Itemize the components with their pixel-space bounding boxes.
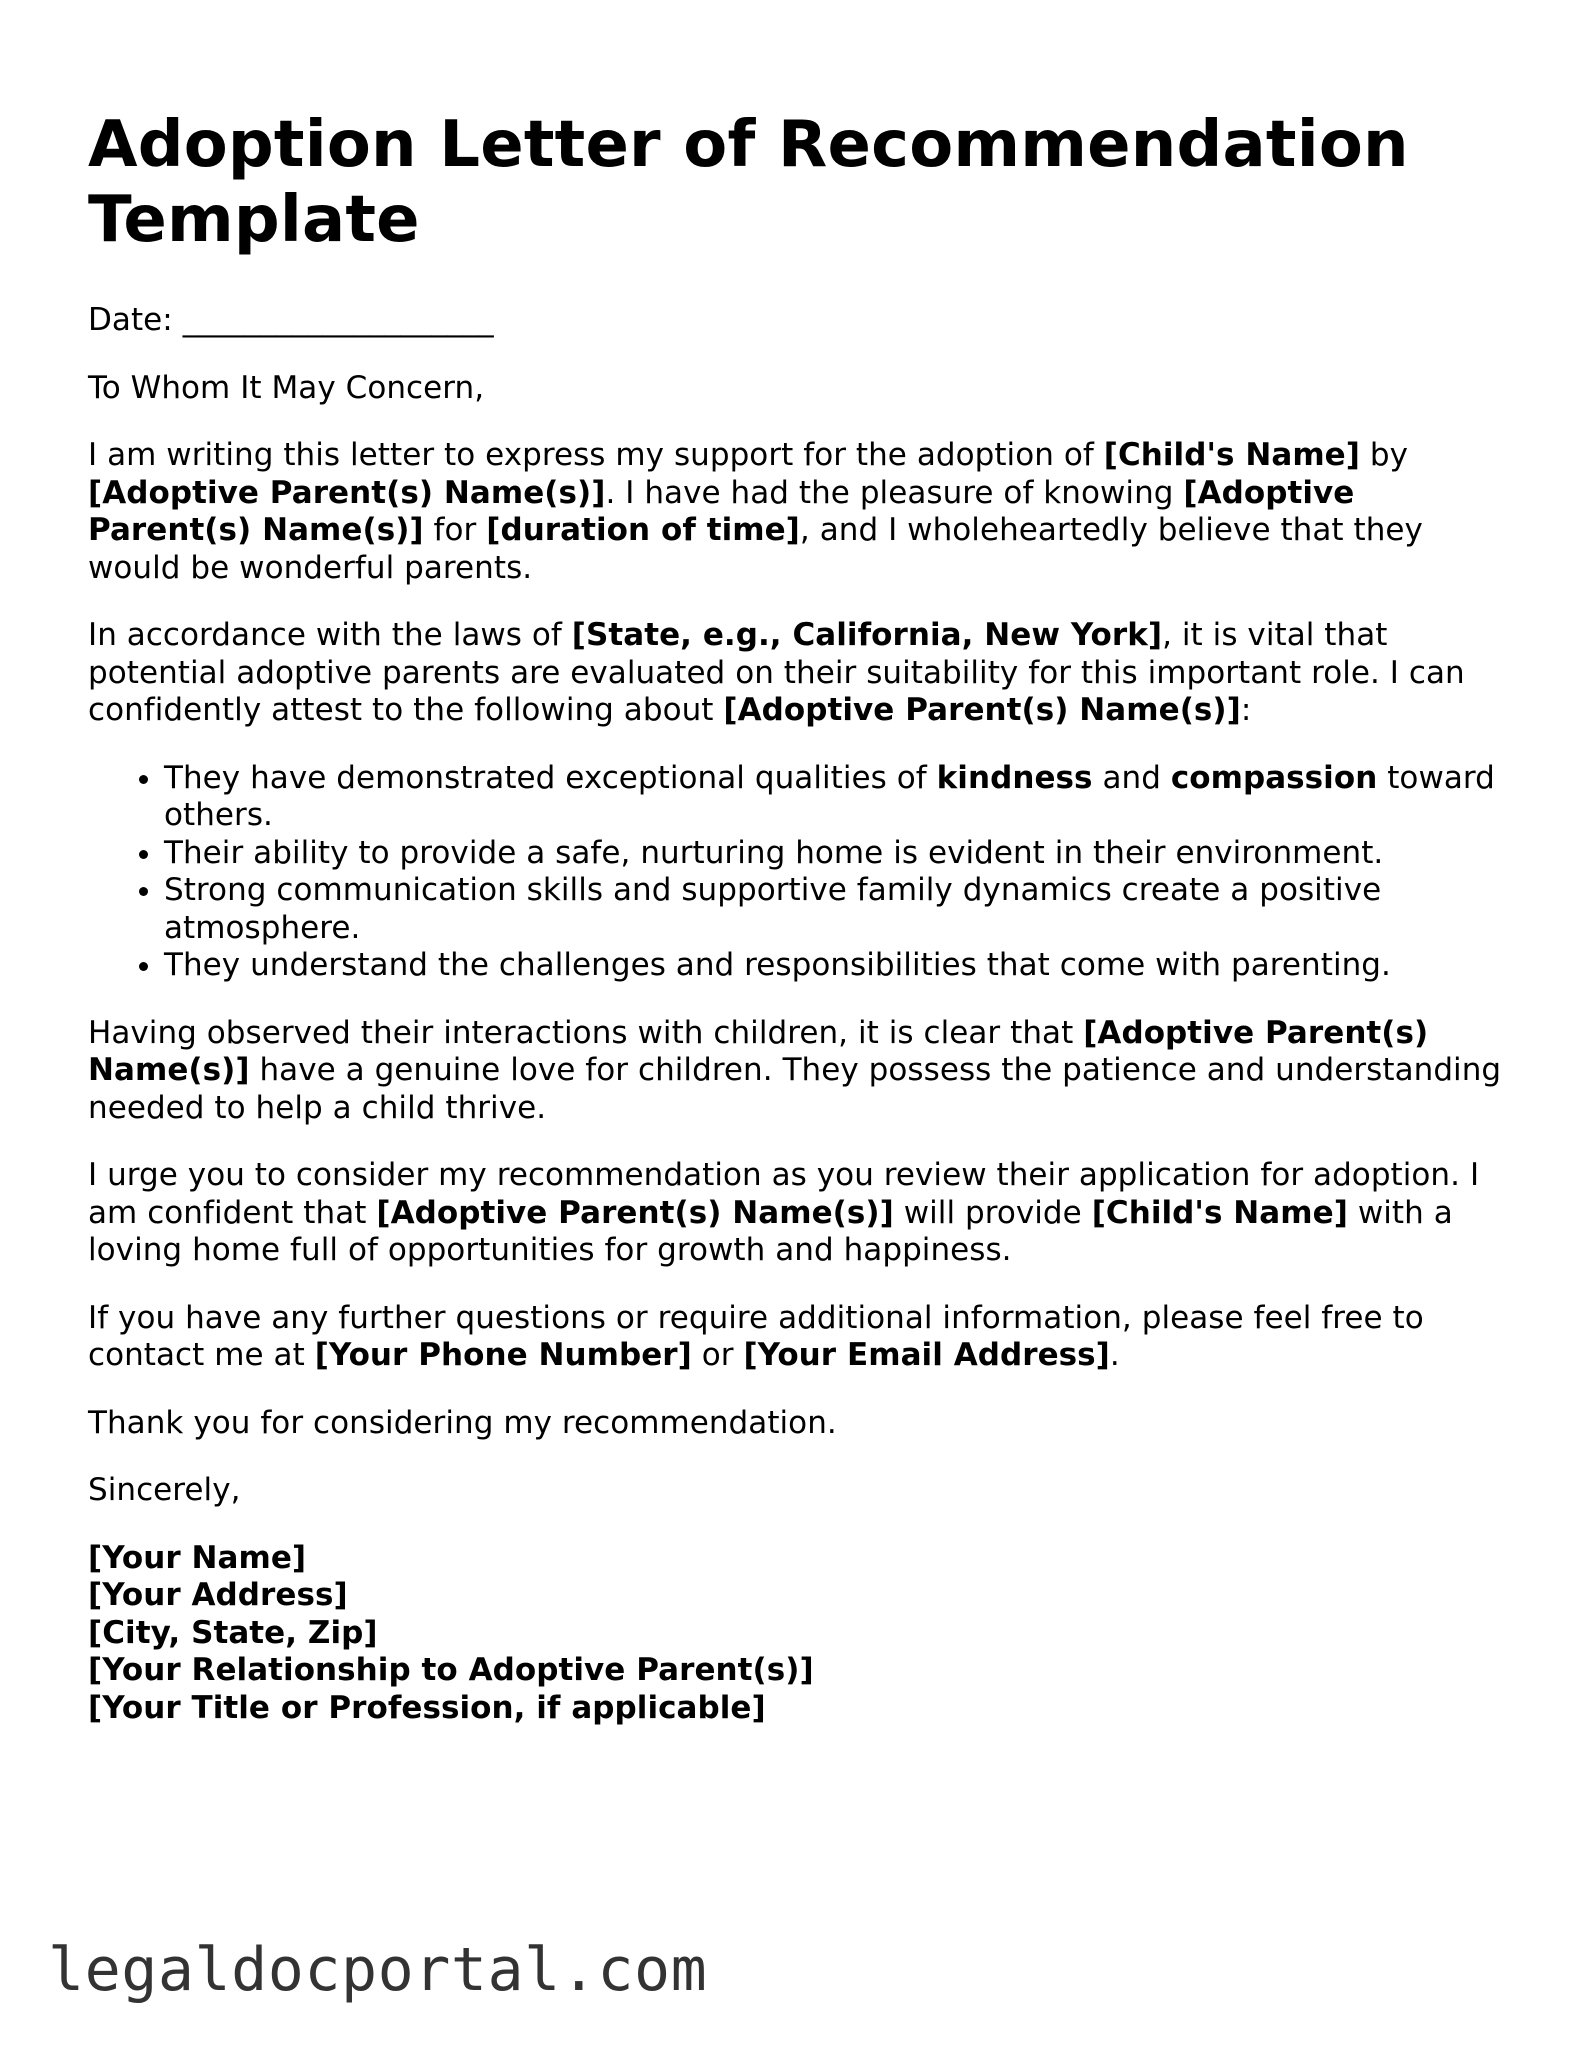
signature-title: [Your Title or Profession, if applicable] bbox=[88, 1689, 766, 1726]
letter-body bbox=[88, 302, 1508, 1727]
signature-relationship: [Your Relationship to Adoptive Parent(s)] bbox=[88, 1652, 814, 1688]
signature-address: [Your Address] bbox=[88, 1577, 348, 1613]
placeholder-child-name: [Child's Name] bbox=[1103, 437, 1360, 473]
list-item: • They have demonstrated exceptional qualities of kindness and compassion toward others. bbox=[164, 760, 1508, 835]
paragraph-observations: Having observed their interactions with children, it is clear that [Adoptive Parent(s) Name(s)] have a genuine love for children. They possess the patience and understanding needed to help a child thrive. bbox=[88, 1014, 1502, 1126]
list-item: • They understand the challenges and responsibilities that come with parenting. bbox=[164, 947, 1508, 985]
keyword-kindness: kindness bbox=[936, 759, 1093, 796]
thanks-line: Thank you for considering my recommendation. bbox=[88, 1404, 837, 1441]
placeholder-state: [State, e.g., California, New York] bbox=[571, 617, 1163, 653]
keyword-compassion: compassion bbox=[1170, 759, 1378, 796]
list-item: • Strong communication skills and supportive family dynamics create a positive atmosphere. bbox=[164, 872, 1508, 947]
paragraph-recommendation: I urge you to consider my recommendation as you review their application for adoption. I am confident that [Adoptive Parent(s) Name(s)] will provide [Child's Name] with a loving home full of opportunities for growth and happiness. bbox=[88, 1157, 1480, 1268]
salutation: To Whom It May Concern, bbox=[88, 369, 485, 406]
paragraph-laws: In accordance with the laws of [State, e.g., California, New York], it is vital that potential adoptive parents are evaluated on their suitability for this important role. I can confidently attest to the following about [Adoptive Parent(s) Name(s)]: bbox=[88, 617, 1465, 728]
placeholder-adoptive-parents: [Adoptive Parent(s) Name(s)] bbox=[88, 474, 606, 511]
footer-watermark: legaldocportal.com bbox=[48, 1935, 708, 2005]
placeholder-child-name: [Child's Name] bbox=[1091, 1194, 1348, 1231]
list-item: • Their ability to provide a safe, nurturing home is evident in their environment. bbox=[164, 835, 1508, 873]
date-line: Date: ____________________ bbox=[88, 302, 494, 338]
signature-block bbox=[88, 1540, 1508, 1728]
placeholder-phone: [Your Phone Number] bbox=[314, 1337, 692, 1373]
paragraph-support: I am writing this letter to express my support for the adoption of [Child's Name] by [Adoptive Parent(s) Name(s)]. I have had the pleasure of knowing [Adoptive Parent(s) Name(s)] for [duration of time], and I wholeheartedly believe that they would be wonderful parents. bbox=[88, 437, 1423, 586]
signature-city: [City, State, Zip] bbox=[88, 1614, 378, 1651]
placeholder-adoptive-parents: [Adoptive Parent(s) Name(s)] bbox=[723, 692, 1241, 728]
qualities-list bbox=[88, 760, 1508, 985]
placeholder-adoptive-parents: [Adoptive Parent(s) Name(s)] bbox=[376, 1194, 894, 1231]
closing: Sincerely, bbox=[88, 1472, 241, 1508]
page-title: Adoption Letter of Recommendation Template bbox=[88, 108, 1409, 257]
placeholder-email: [Your Email Address] bbox=[743, 1337, 1110, 1373]
placeholder-adoptive-parents: [Adoptive Parent(s) Name(s)] bbox=[88, 1014, 1429, 1088]
letter-page bbox=[88, 108, 1508, 1727]
paragraph-contact: If you have any further questions or require additional information, please feel free to contact me at [Your Phone Number] or [Your Email Address]. bbox=[88, 1299, 1424, 1373]
placeholder-adoptive-parents: [Adoptive Parent(s) Name(s)] bbox=[88, 474, 1355, 548]
signature-name: [Your Name] bbox=[88, 1539, 307, 1576]
placeholder-duration: [duration of time] bbox=[486, 512, 800, 548]
